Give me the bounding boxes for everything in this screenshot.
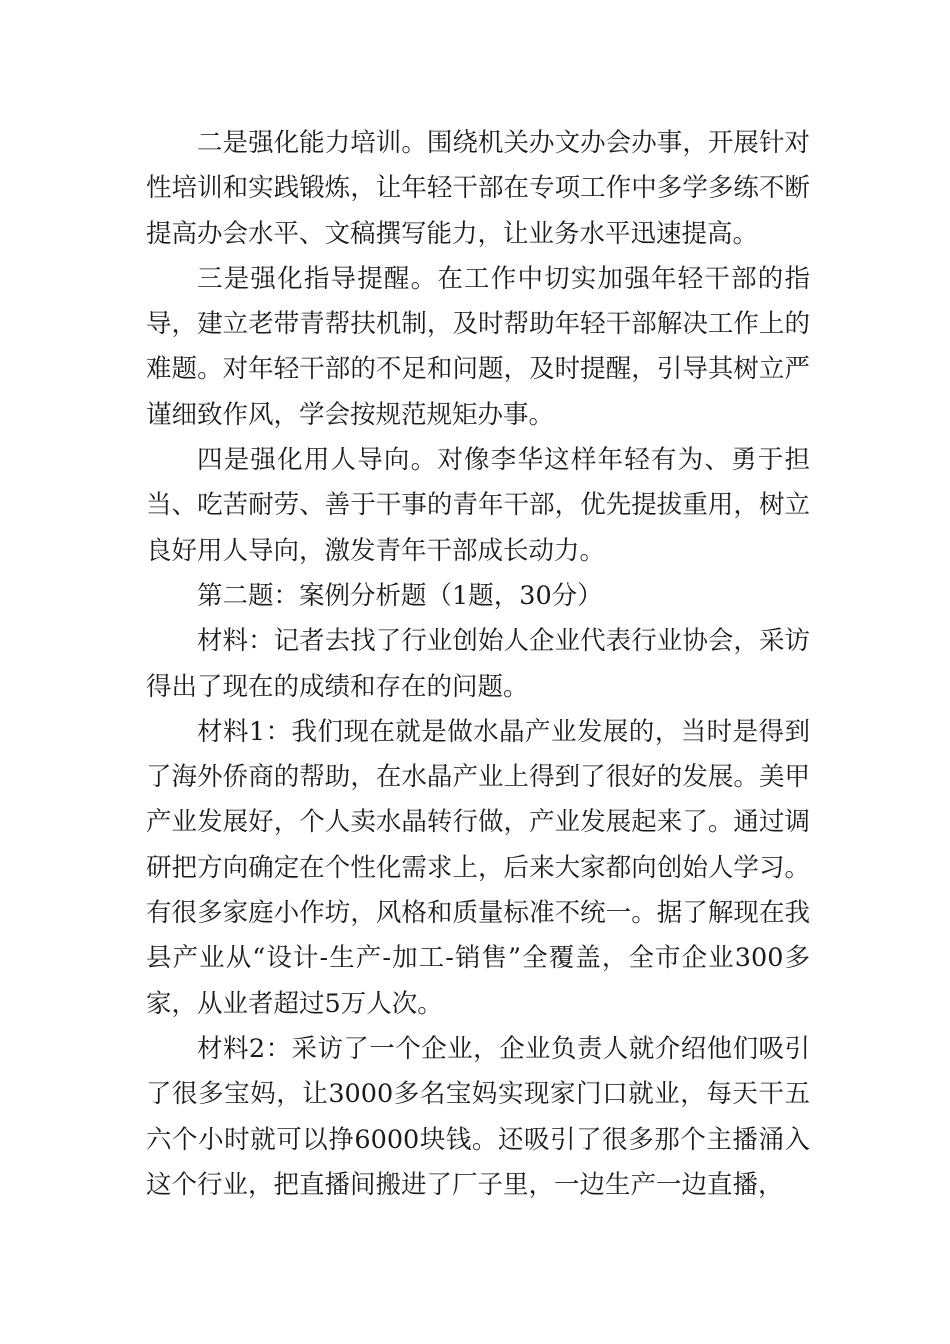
- section-heading-case-analysis: 第二题：案例分析题（1题，30分）: [197, 580, 603, 611]
- paragraph-capacity-training: 二是强化能力培训。围绕机关办文办会办事，开展针对性培训和实践锻炼，让年轻干部在专项工作中多学多练不断提高办会水平、文稿撰写能力，让业务水平迅速提高。: [146, 128, 810, 249]
- paragraph-material-intro: 材料：记者去找了行业创始人企业代表行业协会，采访得出了现在的成绩和存在的问题。: [146, 626, 810, 702]
- paragraph-material-1: 材料1：我们现在就是做水晶产业发展的，当时是得到了海外侨商的帮助，在水晶产业上得到了很好的发展。美甲产业发展好，个人卖水晶转行做，产业发展起来了。通过调研把方向确定在个性化需求上，后来大家都向创始人学习。有很多家庭小作坊，风格和质量标准不统一。据了解现在我县产业从“设计-生产-加工-销售”全覆盖，全市企业300多家，从业者超过5万人次。: [146, 716, 810, 1019]
- document-body: [146, 121, 810, 1208]
- paragraph-material-2: 材料2：采访了一个企业，企业负责人就介绍他们吸引了很多宝妈，让3000多名宝妈实现家门口就业，每天干五六个小时就可以挣6000块钱。还吸引了很多那个主播涌入这个行业，把直播间搬进了厂子里，一边生产一边直播，: [146, 1033, 810, 1200]
- paragraph-guidance-reminder: 三是强化指导提醒。在工作中切实加强年轻干部的指导，建立老带青帮扶机制，及时帮助年轻干部解决工作上的难题。对年轻干部的不足和问题，及时提醒，引导其树立严谨细致作风，学会按规范规矩办事。: [146, 263, 810, 430]
- paragraph-employment-orientation: 四是强化用人导向。对像李华这样年轻有为、勇于担当、吃苦耐劳、善于干事的青年干部，优先提拔重用，树立良好用人导向，激发青年干部成长动力。: [146, 445, 810, 566]
